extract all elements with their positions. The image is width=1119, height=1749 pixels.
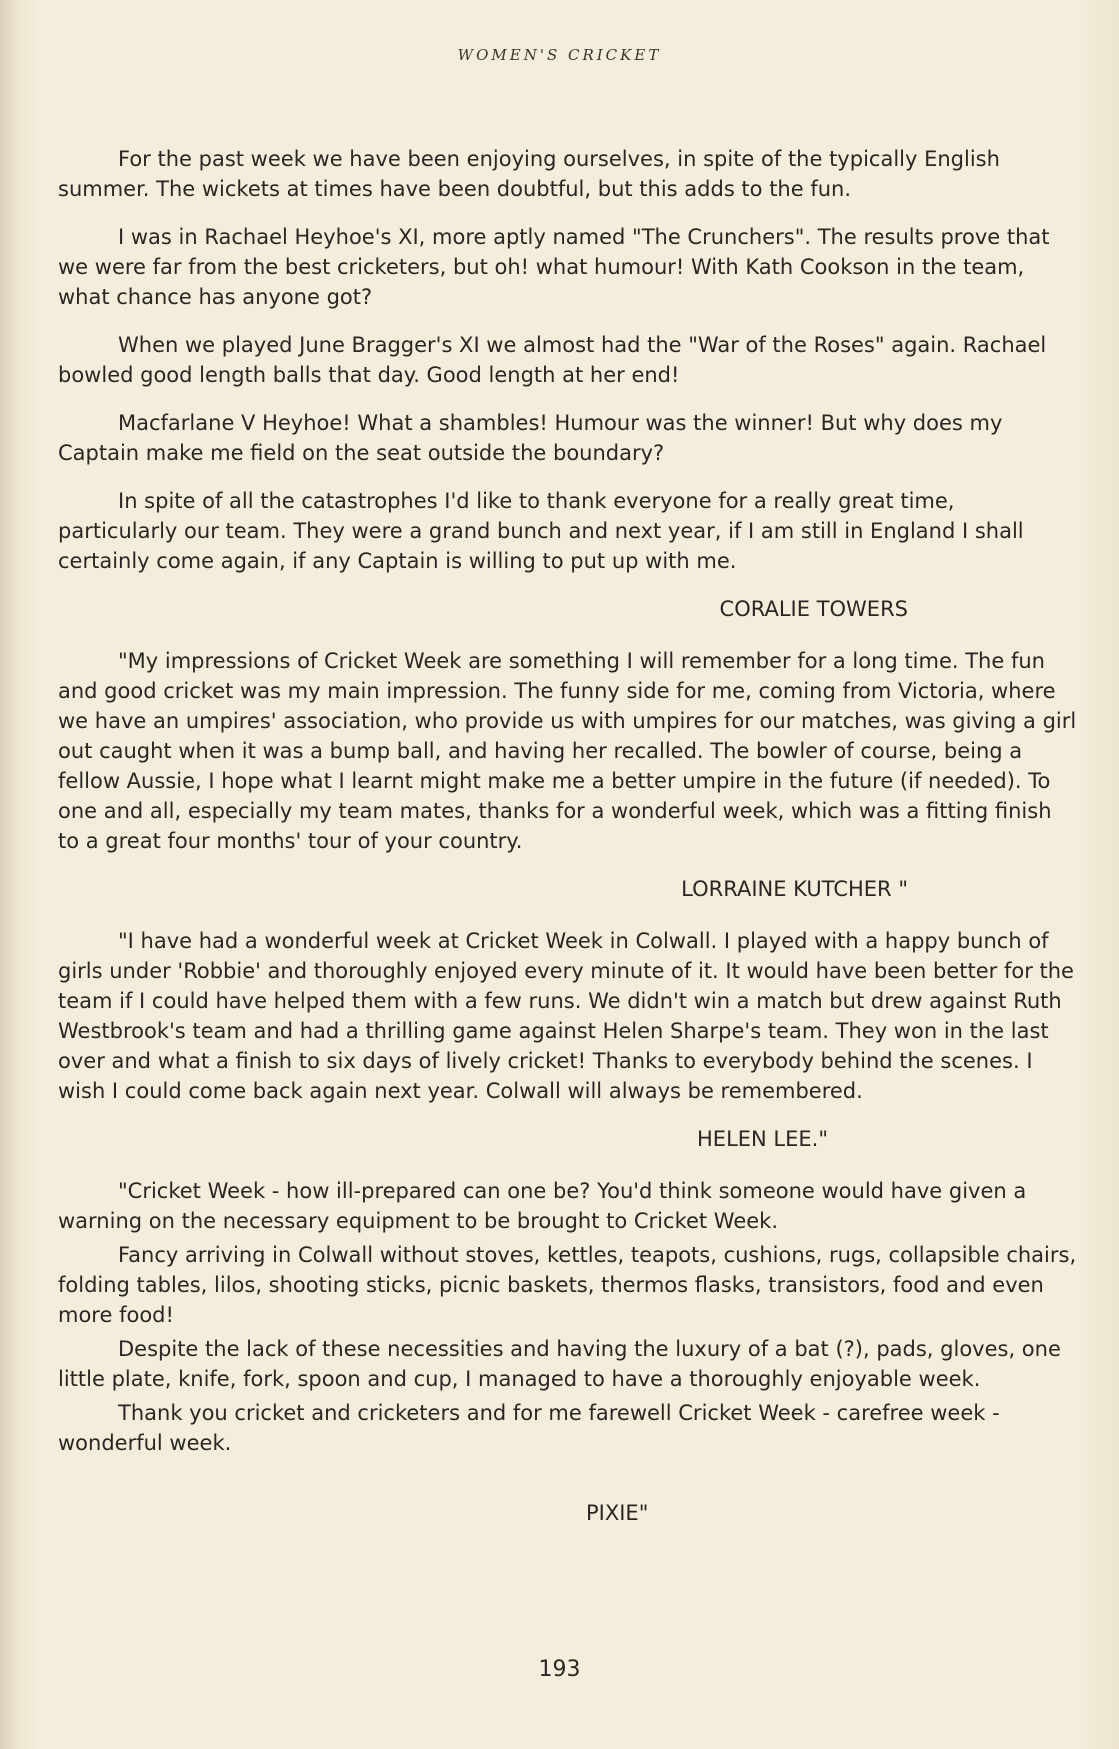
paragraph: Fancy arriving in Colwall without stoves, kettles, teapots, cushions, rugs, collapsible chairs, folding tables, lilos, shooting sticks, picnic baskets, thermos flasks, transistors, food and even more food! (58, 1243, 1077, 1327)
page-number: 193 (538, 1657, 581, 1682)
paragraph: For the past week we have been enjoying ourselves, in spite of the typically English summer. The wickets at times have been doubtful, but this adds to the fun. (58, 147, 1000, 201)
signature-lorraine-kutcher: LORRAINE KUTCHER " (681, 877, 908, 901)
paragraph: Thank you cricket and cricketers and for me farewell Cricket Week - carefree week - wonderful week. (58, 1401, 1000, 1455)
article-body (58, 144, 1078, 1550)
paragraph: Macfarlane V Heyhoe! What a shambles! Humour was the winner! But why does my Captain make me field on the seat outside the boundary? (58, 411, 1003, 465)
paragraph: When we played June Bragger's XI we almost had the "War of the Roses" again. Rachael bowled good length balls that day. Good length at her end! (58, 333, 1047, 387)
paragraph: In spite of all the catastrophes I'd like to thank everyone for a really great time, particularly our team. They were a grand bunch and next year, if I am still in England I shall certainly come again, if any Captain is willing to put up with me. (58, 489, 1024, 573)
paragraph: "I have had a wonderful week at Cricket Week in Colwall. I played with a happy bunch of girls under 'Robbie' and thoroughly enjoyed every minute of it. It would have been better for the team if I could have helped them with a few runs. We didn't win a match but drew against Ruth Westbrook's team and had a thrilling game against Helen Sharpe's team. They won in the last over and what a finish to six days of lively cricket! Thanks to everybody behind the scenes. I wish I could come back again next year. Colwall will always be remembered. (58, 929, 1074, 1103)
paragraph: Despite the lack of these necessities and having the luxury of a bat (?), pads, gloves, one little plate, knife, fork, spoon and cup, I managed to have a thoroughly enjoyable week. (58, 1337, 1061, 1391)
paragraph: "My impressions of Cricket Week are something I will remember for a long time. The fun and good cricket was my main impression. The funny side for me, coming from Victoria, where we have an umpires' association, who provide us with umpires for our matches, was giving a girl out caught when it was a bump ball, and having her recalled. The bowler of course, being a fellow Aussie, I hope what I learnt might make me a better umpire in the future (if needed). To one and all, especially my team mates, thanks for a wonderful week, which was a fitting finish to a great four months' tour of your country. (58, 649, 1077, 853)
paragraph: I was in Rachael Heyhoe's XI, more aptly named "The Crunchers". The results prove that we were far from the best cricketers, but oh! what humour! With Kath Cookson in the team, what chance has anyone got? (58, 225, 1050, 309)
signature-helen-lee: HELEN LEE." (697, 1127, 828, 1151)
signature-pixie: PIXIE" (586, 1501, 649, 1525)
paragraph: "Cricket Week - how ill-prepared can one be? You'd think someone would have given a warning on the necessary equipment to be brought to Cricket Week. (58, 1179, 1027, 1233)
signature-coralie-towers: CORALIE TOWERS (719, 597, 908, 621)
running-header: WOMEN'S CRICKET (457, 46, 662, 64)
